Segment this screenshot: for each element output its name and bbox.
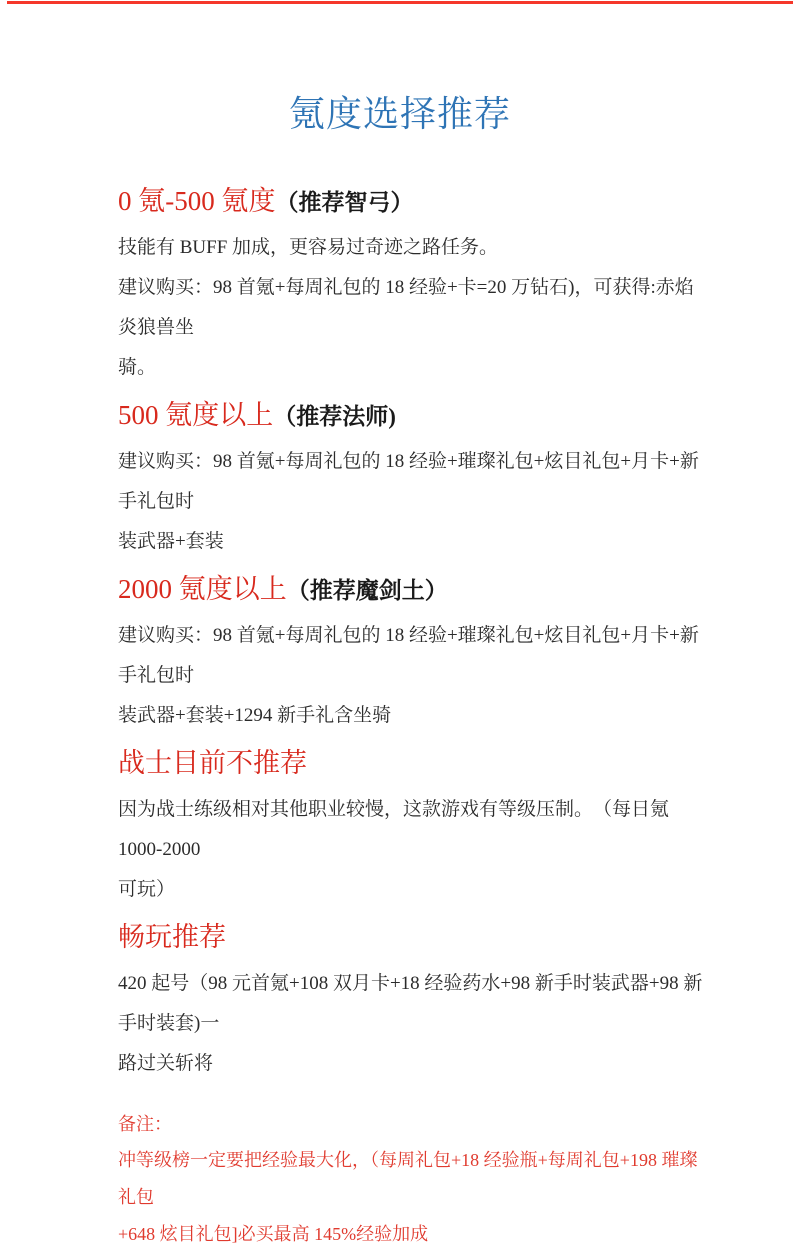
- paragraph-line: 建议购买：98 首氪+每周礼包的 18 经验+卡=20 万钻石)，可获得:赤焰炎狼兽坐: [118, 277, 694, 338]
- section-heading: [118, 396, 710, 436]
- section-heading: [118, 570, 710, 610]
- section-heading: [118, 182, 710, 222]
- note-line: +648 炫目礼包]必买最高 145%经验加成: [118, 1224, 429, 1244]
- section-heading-red: 战士目前不推荐: [118, 748, 307, 778]
- note-label: 备注：: [118, 1114, 172, 1134]
- paragraph-line: 建议购买：98 首氪+每周礼包的 18 经验+璀璨礼包+炫目礼包+月卡+新手礼包时: [118, 625, 699, 686]
- section-heading-red: 500 氪度以上: [118, 400, 274, 430]
- document-title: 氪度选择推荐: [288, 94, 511, 134]
- paragraph-line: 可玩）: [118, 879, 176, 900]
- note-line: 冲等级榜一定要把经验最大化，（每周礼包+18 经验瓶+每周礼包+198 璀璨礼包: [118, 1150, 698, 1207]
- section-heading-red: 畅玩推荐: [118, 922, 226, 952]
- paragraph-line: 建议购买：98 首氪+每周礼包的 18 经验+璀璨礼包+炫目礼包+月卡+新手礼包时: [118, 451, 699, 512]
- section-heading-red: 2000 氪度以上: [118, 574, 287, 604]
- section-krypton-2000-plus: [118, 570, 710, 736]
- section-heading-note: （推荐魔剑土）: [286, 578, 448, 603]
- section-krypton-0-500: [118, 182, 710, 388]
- section-warrior-not-recommended: [118, 744, 710, 910]
- section-krypton-500-plus: [118, 396, 710, 562]
- section-heading: [118, 918, 710, 958]
- note-block: [118, 1106, 710, 1253]
- top-border-line: [7, 1, 793, 4]
- paragraph-line: 装武器+套装+1294 新手礼含坐骑: [118, 705, 392, 726]
- paragraph-line: 装武器+套装: [118, 531, 224, 552]
- section-heading-note: （推荐法师): [273, 404, 396, 429]
- section-casual-play: [118, 918, 710, 1084]
- section-heading-note: （推荐智弓）: [275, 190, 414, 215]
- section-heading-red: 0 氪-500 氪度: [118, 186, 276, 216]
- paragraph-line: 骑。: [118, 357, 157, 378]
- paragraph-line: 技能有 BUFF 加成，更容易过奇迹之路任务。: [118, 237, 499, 258]
- section-heading: [118, 744, 710, 784]
- paragraph-line: 路过关斩将: [118, 1053, 214, 1074]
- paragraph-line: 420 起号（98 元首氪+108 双月卡+18 经验药水+98 新手时装武器+98 新手时装套)一: [118, 973, 703, 1034]
- paragraph-line: 因为战士练级相对其他职业较慢，这款游戏有等级压制。 （每日氪 1000-2000: [118, 799, 670, 860]
